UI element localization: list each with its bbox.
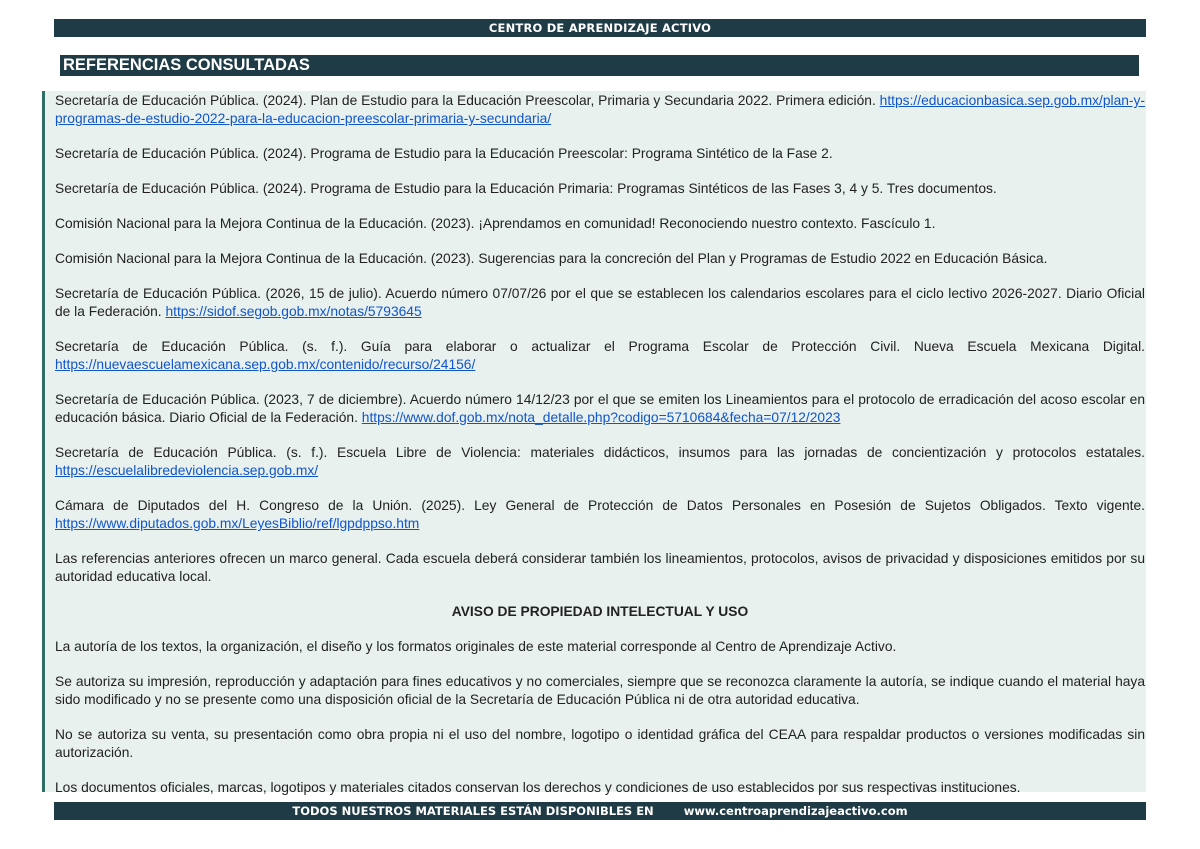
reference-text: Secretaría de Educación Pública. (2026, 15 de julio). Acuerdo número 07/07/26 por el que se establecen los calendarios escolares para el ciclo lectivo 2026-2027. Diario Oficial de la Federación. [55,286,1145,319]
reference-item [55,145,1145,163]
reference-item [55,497,1145,533]
reference-item [55,285,1145,321]
header-banner [54,19,1146,37]
notice-paragraph: No se autoriza su venta, su presentación como obra propia ni el uso del nombre, logotipo o identidad gráfica del CEAA para respaldar productos o versiones modificadas sin autorización. [55,727,1145,760]
reference-item [55,338,1145,374]
notice-title: AVISO DE PROPIEDAD INTELECTUAL Y USO [451,604,749,619]
reference-link[interactable]: https://www.dof.gob.mx/nota_detalle.php?codigo=5710684&fecha=07/12/2023 [361,410,841,425]
footer-url[interactable]: www.centroaprendizajeactivo.com [683,804,908,818]
references-panel [42,91,1146,795]
section-heading-bar [60,55,1139,76]
reference-text: Secretaría de Educación Pública. (s. f.). Escuela Libre de Violencia: materiales didácticos, insumos para las jornadas de concientización y protocolos estatales. [55,445,1145,460]
reference-item [55,391,1145,427]
notice-paragraph: La autoría de los textos, la organización, el diseño y los formatos originales de este material corresponde al Centro de Aprendizaje Activo. [55,639,897,654]
reference-item [55,180,1145,198]
reference-text: Secretaría de Educación Pública. (2024). Programa de Estudio para la Educación Preescolar: Programa Sintético de la Fase 2. [55,146,833,161]
reference-link[interactable]: https://educacionbasica.sep.gob.mx/plan-y-programas-de-estudio-2022-para-la-educacion-preescolar-primaria-y-secundaria/ [55,93,1146,126]
reference-link[interactable]: https://www.diputados.gob.mx/LeyesBiblio/ref/lgpdppso.htm [55,516,420,531]
reference-link[interactable]: https://sidof.segob.gob.mx/notas/5793645 [165,304,422,319]
reference-item [55,444,1145,480]
reference-item [55,92,1145,128]
section-title: REFERENCIAS CONSULTADAS [63,56,310,74]
reference-item [55,250,1145,268]
reference-text: Comisión Nacional para la Mejora Continua de la Educación. (2023). Sugerencias para la concreción del Plan y Programas de Estudio 2022 en Educación Básica. [55,251,1048,266]
closing-note: Las referencias anteriores ofrecen un marco general. Cada escuela deberá considerar también los lineamientos, protocolos, avisos de privacidad y disposiciones emitidos por su autoridad educativa local. [55,551,1145,584]
reference-text: Secretaría de Educación Pública. (2023, 7 de diciembre). Acuerdo número 14/12/23 por el que se emiten los Lineamientos para el protocolo de erradicación del acoso escolar en educación básica. Diario Oficial de la Federación. [55,392,1145,425]
reference-text: Cámara de Diputados del H. Congreso de la Unión. (2025). Ley General de Protección de Datos Personales en Posesión de Sujetos Obligados. Texto vigente. [55,498,1145,513]
footer-label: TODOS NUESTROS MATERIALES ESTÁN DISPONIBLES EN [292,804,654,818]
notice-paragraph: Se autoriza su impresión, reproducción y adaptación para fines educativos y no comerciales, siempre que se reconozca claramente la autoría, se indique cuando el material haya sido modificado y no se presente como una disposición oficial de la Secretaría de Educación Pública ni de otra autoridad educativa. [55,674,1145,707]
footer-banner [54,802,1146,820]
reference-link[interactable]: https://escuelalibredeviolencia.sep.gob.mx/ [55,463,319,478]
reference-text: Secretaría de Educación Pública. (s. f.). Guía para elaborar o actualizar el Programa Escolar de Protección Civil. Nueva Escuela Mexicana Digital. [55,339,1145,354]
header-title: CENTRO DE APRENDIZAJE ACTIVO [488,21,712,35]
reference-text: Secretaría de Educación Pública. (2024). Programa de Estudio para la Educación Primaria: Programas Sintéticos de las Fases 3, 4 y 5. Tres documentos. [55,181,997,196]
reference-link[interactable]: https://nuevaescuelamexicana.sep.gob.mx/contenido/recurso/24156/ [55,357,476,372]
notice-paragraph: Los documentos oficiales, marcas, logotipos y materiales citados conservan los derechos y condiciones de uso establecidos por sus respectivas instituciones. [55,780,1021,795]
reference-item [55,215,1145,233]
reference-text: Comisión Nacional para la Mejora Continua de la Educación. (2023). ¡Aprendamos en comunidad! Reconociendo nuestro contexto. Fascículo 1. [55,216,936,231]
reference-text: Secretaría de Educación Pública. (2024). Plan de Estudio para la Educación Preescolar, Primaria y Secundaria 2022. Primera edición. [55,93,876,108]
